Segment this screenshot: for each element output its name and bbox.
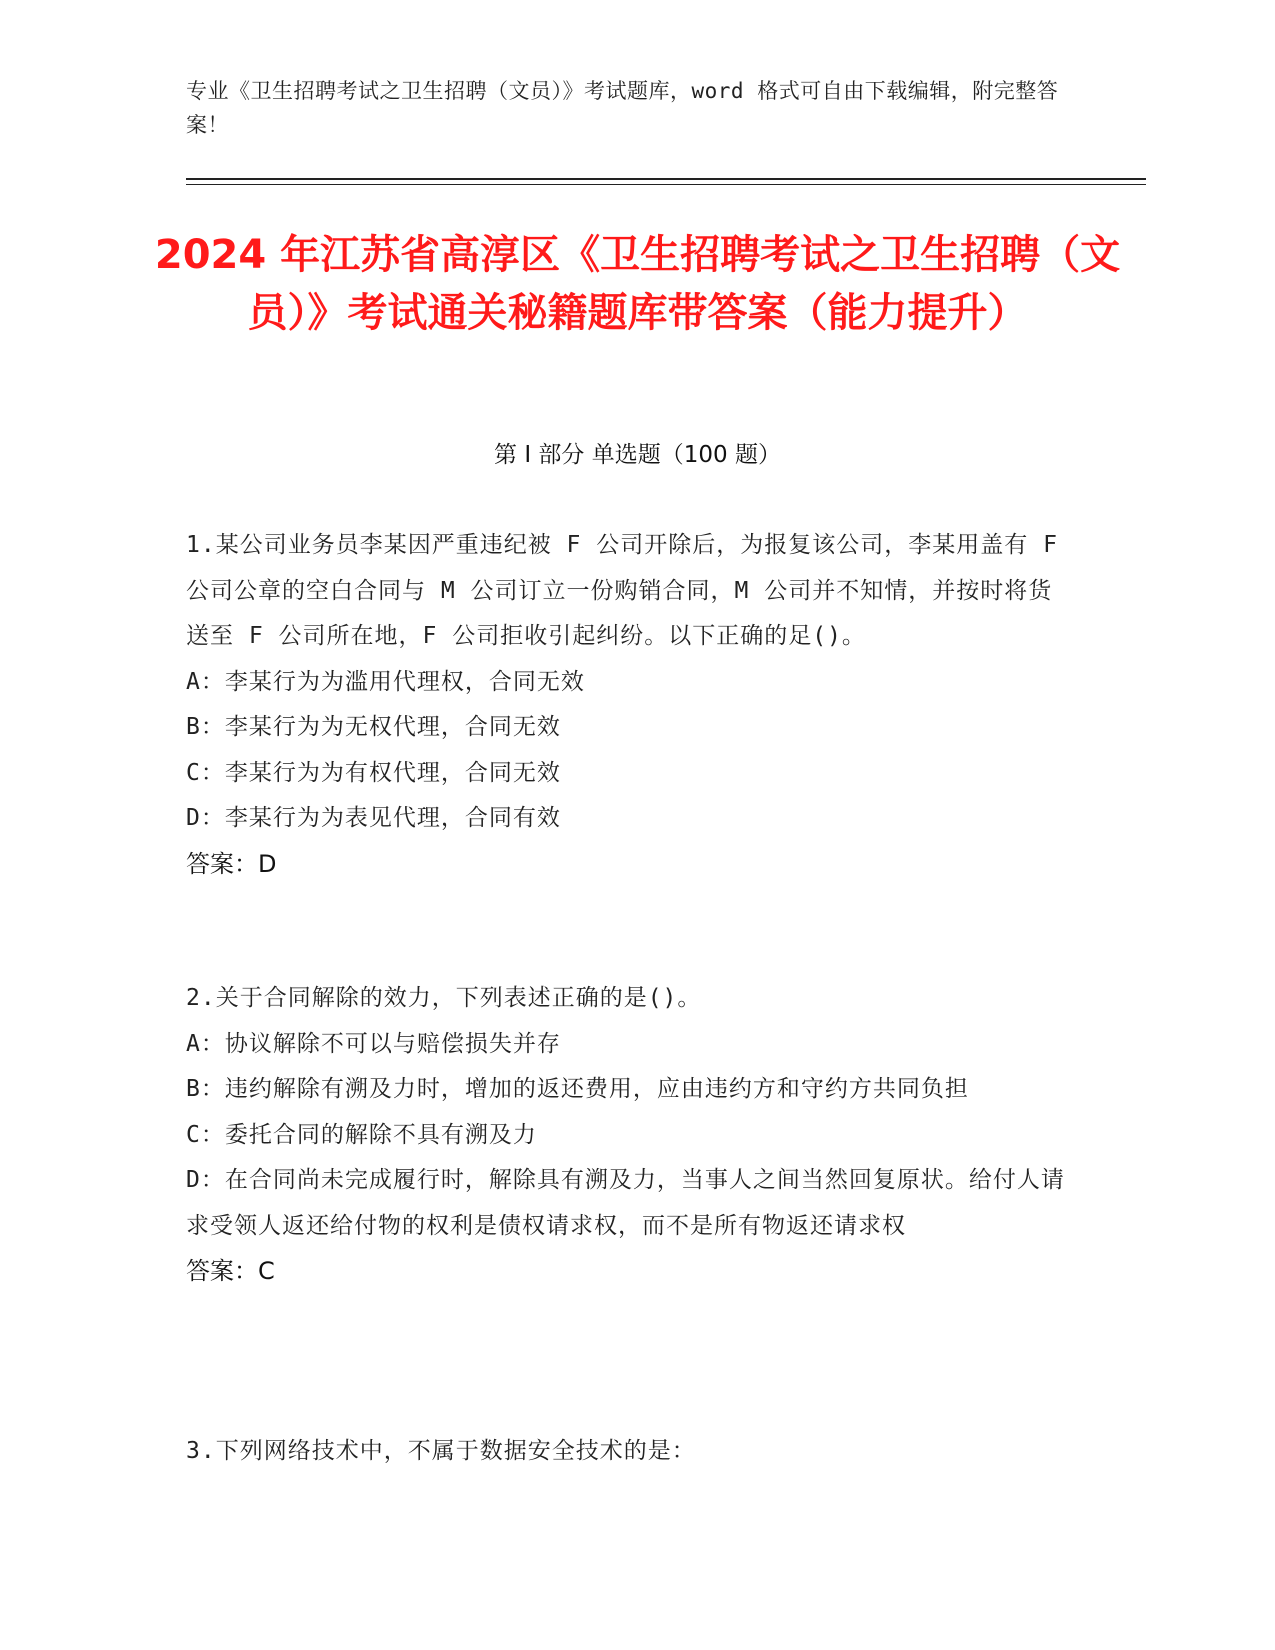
header-note: 专业《卫生招聘考试之卫生招聘（文员）》考试题库，word 格式可自由下载编辑，附完整答案！ <box>186 79 1059 137</box>
header-divider-thin <box>186 184 1146 185</box>
question-stem: 1.某公司业务员李某因严重违纪被 F 公司开除后，为报复该公司，李某用盖有 F 公司公章的空白合同与 M 公司订立一份购销合同，M 公司并不知情，并按时将货送至 F 公司所在地，F 公司拒收引起纠纷。以下正确的足()。 <box>186 532 1058 649</box>
option-d: D：李某行为为表见代理，合同有效 <box>186 805 561 831</box>
option-a: A：李某行为为滥用代理权，合同无效 <box>186 668 585 695</box>
answer: 答案：D <box>186 849 277 878</box>
option-d: D：在合同尚未完成履行时，解除具有溯及力，当事人之间当然回复原状。给付人请求受领人返还给付物的权利是债权请求权，而不是所有物返还请求权 <box>186 1167 1065 1239</box>
section-heading: 第 I 部分 单选题（100 题） <box>494 442 781 468</box>
question-stem: 3.下列网络技术中，不属于数据安全技术的是： <box>186 1438 696 1464</box>
answer: 答案：C <box>186 1257 275 1285</box>
question-stem: 2.关于合同解除的效力，下列表述正确的是()。 <box>186 985 702 1011</box>
option-b: B：违约解除有溯及力时，增加的返还费用，应由违约方和守约方共同负担 <box>186 1076 969 1102</box>
document-title: 2024 年江苏省高淳区《卫生招聘考试之卫生招聘（文员）》考试通关秘籍题库带答案（能力提升） <box>154 232 1121 336</box>
question-1 <box>186 523 1076 887</box>
option-c: C：李某行为为有权代理，合同无效 <box>186 759 561 786</box>
option-c: C：委托合同的解除不具有溯及力 <box>186 1121 537 1148</box>
question-3 <box>186 1429 1076 1475</box>
option-a: A：协议解除不可以与赔偿损失并存 <box>186 1030 561 1057</box>
header-divider <box>186 178 1146 180</box>
option-b: B：李某行为为无权代理，合同无效 <box>186 714 561 740</box>
question-2 <box>186 976 1076 1295</box>
